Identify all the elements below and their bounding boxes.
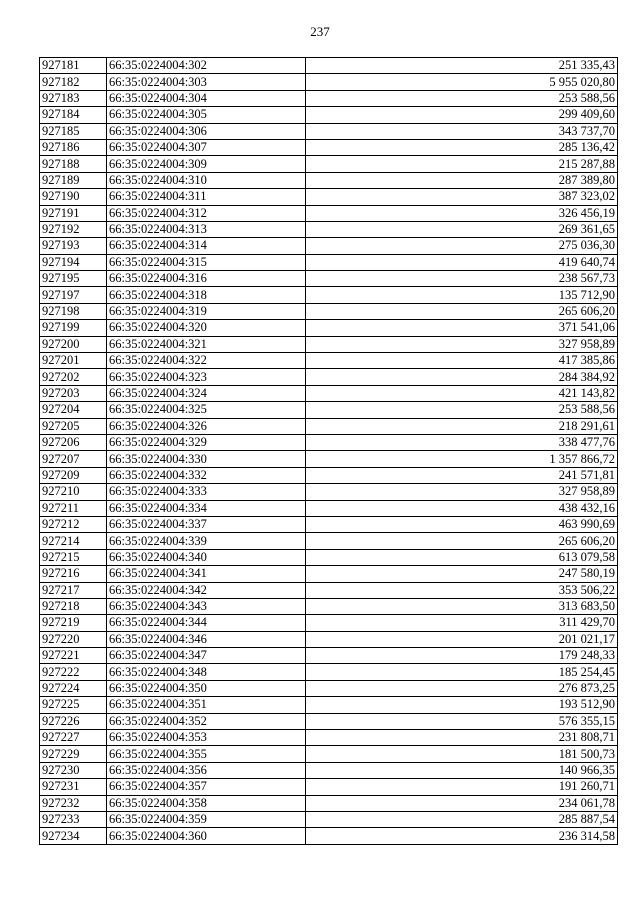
row-number-cell: 927190 bbox=[40, 189, 107, 205]
cadastral-value-cell: 181 500,73 bbox=[306, 746, 618, 762]
row-number-cell: 927203 bbox=[40, 385, 107, 401]
table-row bbox=[40, 648, 618, 664]
cadastral-number-cell: 66:35:0224004:343 bbox=[107, 598, 306, 614]
row-number-cell: 927186 bbox=[40, 139, 107, 155]
row-number-cell: 927234 bbox=[40, 828, 107, 844]
cadastral-value-cell: 253 588,56 bbox=[306, 90, 618, 106]
table-row bbox=[40, 484, 618, 500]
table-row bbox=[40, 795, 618, 811]
table-row bbox=[40, 123, 618, 139]
row-number-cell: 927181 bbox=[40, 58, 107, 74]
cadastral-number-cell: 66:35:0224004:315 bbox=[107, 254, 306, 270]
table-row bbox=[40, 828, 618, 844]
table-row bbox=[40, 156, 618, 172]
cadastral-value-cell: 313 683,50 bbox=[306, 598, 618, 614]
cadastral-value-cell: 265 606,20 bbox=[306, 533, 618, 549]
row-number-cell: 927185 bbox=[40, 123, 107, 139]
cadastral-value-cell: 253 588,56 bbox=[306, 402, 618, 418]
cadastral-number-cell: 66:35:0224004:360 bbox=[107, 828, 306, 844]
cadastral-value-cell: 265 606,20 bbox=[306, 303, 618, 319]
table-row bbox=[40, 336, 618, 352]
row-number-cell: 927195 bbox=[40, 271, 107, 287]
row-number-cell: 927199 bbox=[40, 320, 107, 336]
row-number-cell: 927210 bbox=[40, 484, 107, 500]
row-number-cell: 927212 bbox=[40, 516, 107, 532]
cadastral-number-cell: 66:35:0224004:303 bbox=[107, 74, 306, 90]
row-number-cell: 927207 bbox=[40, 451, 107, 467]
table-row bbox=[40, 402, 618, 418]
cadastral-number-cell: 66:35:0224004:357 bbox=[107, 779, 306, 795]
cadastral-value-cell: 285 887,54 bbox=[306, 811, 618, 827]
cadastral-number-cell: 66:35:0224004:330 bbox=[107, 451, 306, 467]
table-row bbox=[40, 205, 618, 221]
table-row bbox=[40, 320, 618, 336]
cadastral-number-cell: 66:35:0224004:318 bbox=[107, 287, 306, 303]
row-number-cell: 927183 bbox=[40, 90, 107, 106]
row-number-cell: 927226 bbox=[40, 713, 107, 729]
table-row bbox=[40, 516, 618, 532]
row-number-cell: 927224 bbox=[40, 680, 107, 696]
cadastral-number-cell: 66:35:0224004:342 bbox=[107, 582, 306, 598]
cadastral-value-cell: 387 323,02 bbox=[306, 189, 618, 205]
cadastral-value-cell: 275 036,30 bbox=[306, 238, 618, 254]
cadastral-number-cell: 66:35:0224004:350 bbox=[107, 680, 306, 696]
row-number-cell: 927182 bbox=[40, 74, 107, 90]
cadastral-value-cell: 241 571,81 bbox=[306, 467, 618, 483]
row-number-cell: 927205 bbox=[40, 418, 107, 434]
table-row bbox=[40, 139, 618, 155]
row-number-cell: 927220 bbox=[40, 631, 107, 647]
cadastral-value-cell: 135 712,90 bbox=[306, 287, 618, 303]
table-row bbox=[40, 172, 618, 188]
table-row bbox=[40, 762, 618, 778]
row-number-cell: 927197 bbox=[40, 287, 107, 303]
cadastral-value-cell: 218 291,61 bbox=[306, 418, 618, 434]
cadastral-number-cell: 66:35:0224004:329 bbox=[107, 434, 306, 450]
cadastral-value-cell: 285 136,42 bbox=[306, 139, 618, 155]
cadastral-value-cell: 201 021,17 bbox=[306, 631, 618, 647]
table-row bbox=[40, 811, 618, 827]
table-row bbox=[40, 746, 618, 762]
cadastral-value-cell: 247 580,19 bbox=[306, 566, 618, 582]
row-number-cell: 927192 bbox=[40, 221, 107, 237]
cadastral-number-cell: 66:35:0224004:356 bbox=[107, 762, 306, 778]
cadastral-number-cell: 66:35:0224004:305 bbox=[107, 107, 306, 123]
row-number-cell: 927218 bbox=[40, 598, 107, 614]
cadastral-value-cell: 576 355,15 bbox=[306, 713, 618, 729]
cadastral-number-cell: 66:35:0224004:337 bbox=[107, 516, 306, 532]
table-row bbox=[40, 189, 618, 205]
cadastral-value-cell: 193 512,90 bbox=[306, 697, 618, 713]
cadastral-number-cell: 66:35:0224004:319 bbox=[107, 303, 306, 319]
cadastral-value-cell: 421 143,82 bbox=[306, 385, 618, 401]
row-number-cell: 927214 bbox=[40, 533, 107, 549]
row-number-cell: 927230 bbox=[40, 762, 107, 778]
row-number-cell: 927194 bbox=[40, 254, 107, 270]
table-row bbox=[40, 451, 618, 467]
cadastral-number-cell: 66:35:0224004:306 bbox=[107, 123, 306, 139]
cadastral-number-cell: 66:35:0224004:312 bbox=[107, 205, 306, 221]
row-number-cell: 927188 bbox=[40, 156, 107, 172]
cadastral-value-cell: 299 409,60 bbox=[306, 107, 618, 123]
table-row bbox=[40, 779, 618, 795]
row-number-cell: 927202 bbox=[40, 369, 107, 385]
cadastral-number-cell: 66:35:0224004:302 bbox=[107, 58, 306, 74]
cadastral-number-cell: 66:35:0224004:334 bbox=[107, 500, 306, 516]
cadastral-number-cell: 66:35:0224004:323 bbox=[107, 369, 306, 385]
cadastral-number-cell: 66:35:0224004:304 bbox=[107, 90, 306, 106]
table-row bbox=[40, 369, 618, 385]
cadastral-value-cell: 238 567,73 bbox=[306, 271, 618, 287]
table-row bbox=[40, 221, 618, 237]
table-row bbox=[40, 418, 618, 434]
cadastral-number-cell: 66:35:0224004:351 bbox=[107, 697, 306, 713]
table-row bbox=[40, 730, 618, 746]
cadastral-number-cell: 66:35:0224004:339 bbox=[107, 533, 306, 549]
table-row bbox=[40, 287, 618, 303]
table-row bbox=[40, 713, 618, 729]
row-number-cell: 927232 bbox=[40, 795, 107, 811]
table-row bbox=[40, 582, 618, 598]
cadastral-value-cell: 353 506,22 bbox=[306, 582, 618, 598]
cadastral-value-cell: 269 361,65 bbox=[306, 221, 618, 237]
table-row bbox=[40, 353, 618, 369]
cadastral-number-cell: 66:35:0224004:355 bbox=[107, 746, 306, 762]
table-row bbox=[40, 434, 618, 450]
cadastral-number-cell: 66:35:0224004:348 bbox=[107, 664, 306, 680]
cadastral-value-cell: 5 955 020,80 bbox=[306, 74, 618, 90]
cadastral-value-cell: 326 456,19 bbox=[306, 205, 618, 221]
row-number-cell: 927217 bbox=[40, 582, 107, 598]
cadastral-number-cell: 66:35:0224004:313 bbox=[107, 221, 306, 237]
row-number-cell: 927215 bbox=[40, 549, 107, 565]
cadastral-value-cell: 251 335,43 bbox=[306, 58, 618, 74]
table-row bbox=[40, 90, 618, 106]
cadastral-number-cell: 66:35:0224004:307 bbox=[107, 139, 306, 155]
row-number-cell: 927229 bbox=[40, 746, 107, 762]
cadastral-value-cell: 417 385,86 bbox=[306, 353, 618, 369]
row-number-cell: 927193 bbox=[40, 238, 107, 254]
cadastral-number-cell: 66:35:0224004:333 bbox=[107, 484, 306, 500]
cadastral-number-cell: 66:35:0224004:347 bbox=[107, 648, 306, 664]
cadastral-number-cell: 66:35:0224004:310 bbox=[107, 172, 306, 188]
cadastral-number-cell: 66:35:0224004:316 bbox=[107, 271, 306, 287]
cadastral-number-cell: 66:35:0224004:324 bbox=[107, 385, 306, 401]
row-number-cell: 927200 bbox=[40, 336, 107, 352]
cadastral-value-cell: 1 357 866,72 bbox=[306, 451, 618, 467]
cadastral-value-cell: 613 079,58 bbox=[306, 549, 618, 565]
row-number-cell: 927222 bbox=[40, 664, 107, 680]
cadastral-value-cell: 179 248,33 bbox=[306, 648, 618, 664]
cadastral-number-cell: 66:35:0224004:332 bbox=[107, 467, 306, 483]
row-number-cell: 927189 bbox=[40, 172, 107, 188]
table-row bbox=[40, 533, 618, 549]
page-number: 237 bbox=[310, 24, 330, 39]
table-row bbox=[40, 598, 618, 614]
row-number-cell: 927216 bbox=[40, 566, 107, 582]
row-number-cell: 927211 bbox=[40, 500, 107, 516]
table-row bbox=[40, 697, 618, 713]
cadastral-value-cell: 287 389,80 bbox=[306, 172, 618, 188]
row-number-cell: 927221 bbox=[40, 648, 107, 664]
table-body bbox=[40, 58, 618, 845]
table-row bbox=[40, 303, 618, 319]
row-number-cell: 927231 bbox=[40, 779, 107, 795]
table-row bbox=[40, 664, 618, 680]
cadastral-value-cell: 231 808,71 bbox=[306, 730, 618, 746]
row-number-cell: 927209 bbox=[40, 467, 107, 483]
cadastral-number-cell: 66:35:0224004:311 bbox=[107, 189, 306, 205]
cadastral-number-cell: 66:35:0224004:359 bbox=[107, 811, 306, 827]
cadastral-number-cell: 66:35:0224004:320 bbox=[107, 320, 306, 336]
table-row bbox=[40, 467, 618, 483]
table-row bbox=[40, 500, 618, 516]
table-row bbox=[40, 566, 618, 582]
cadastral-value-cell: 311 429,70 bbox=[306, 615, 618, 631]
cadastral-value-cell: 371 541,06 bbox=[306, 320, 618, 336]
cadastral-value-cell: 185 254,45 bbox=[306, 664, 618, 680]
table-row bbox=[40, 385, 618, 401]
cadastral-value-cell: 191 260,71 bbox=[306, 779, 618, 795]
cadastral-number-cell: 66:35:0224004:314 bbox=[107, 238, 306, 254]
cadastral-value-cell: 327 958,89 bbox=[306, 484, 618, 500]
cadastral-number-cell: 66:35:0224004:346 bbox=[107, 631, 306, 647]
cadastral-value-cell: 276 873,25 bbox=[306, 680, 618, 696]
row-number-cell: 927225 bbox=[40, 697, 107, 713]
table-row bbox=[40, 107, 618, 123]
row-number-cell: 927191 bbox=[40, 205, 107, 221]
cadastral-value-cell: 140 966,35 bbox=[306, 762, 618, 778]
cadastral-value-cell: 284 384,92 bbox=[306, 369, 618, 385]
cadastral-number-cell: 66:35:0224004:352 bbox=[107, 713, 306, 729]
cadastral-number-cell: 66:35:0224004:321 bbox=[107, 336, 306, 352]
cadastral-value-cell: 438 432,16 bbox=[306, 500, 618, 516]
cadastral-value-cell: 234 061,78 bbox=[306, 795, 618, 811]
cadastral-value-cell: 419 640,74 bbox=[306, 254, 618, 270]
table-row bbox=[40, 615, 618, 631]
table-row bbox=[40, 254, 618, 270]
cadastral-number-cell: 66:35:0224004:340 bbox=[107, 549, 306, 565]
row-number-cell: 927198 bbox=[40, 303, 107, 319]
cadastral-number-cell: 66:35:0224004:322 bbox=[107, 353, 306, 369]
cadastral-number-cell: 66:35:0224004:326 bbox=[107, 418, 306, 434]
cadastral-value-cell: 343 737,70 bbox=[306, 123, 618, 139]
row-number-cell: 927204 bbox=[40, 402, 107, 418]
cadastral-value-table bbox=[39, 57, 618, 845]
cadastral-value-cell: 327 958,89 bbox=[306, 336, 618, 352]
table-row bbox=[40, 549, 618, 565]
row-number-cell: 927219 bbox=[40, 615, 107, 631]
row-number-cell: 927184 bbox=[40, 107, 107, 123]
cadastral-number-cell: 66:35:0224004:353 bbox=[107, 730, 306, 746]
cadastral-value-cell: 463 990,69 bbox=[306, 516, 618, 532]
cadastral-value-cell: 338 477,76 bbox=[306, 434, 618, 450]
cadastral-value-cell: 215 287,88 bbox=[306, 156, 618, 172]
row-number-cell: 927227 bbox=[40, 730, 107, 746]
cadastral-value-cell: 236 314,58 bbox=[306, 828, 618, 844]
row-number-cell: 927206 bbox=[40, 434, 107, 450]
row-number-cell: 927233 bbox=[40, 811, 107, 827]
cadastral-number-cell: 66:35:0224004:344 bbox=[107, 615, 306, 631]
cadastral-number-cell: 66:35:0224004:325 bbox=[107, 402, 306, 418]
cadastral-number-cell: 66:35:0224004:358 bbox=[107, 795, 306, 811]
table-row bbox=[40, 680, 618, 696]
table-row bbox=[40, 58, 618, 74]
table-row bbox=[40, 271, 618, 287]
cadastral-number-cell: 66:35:0224004:309 bbox=[107, 156, 306, 172]
table-row bbox=[40, 631, 618, 647]
table-row bbox=[40, 238, 618, 254]
row-number-cell: 927201 bbox=[40, 353, 107, 369]
cadastral-number-cell: 66:35:0224004:341 bbox=[107, 566, 306, 582]
table-row bbox=[40, 74, 618, 90]
